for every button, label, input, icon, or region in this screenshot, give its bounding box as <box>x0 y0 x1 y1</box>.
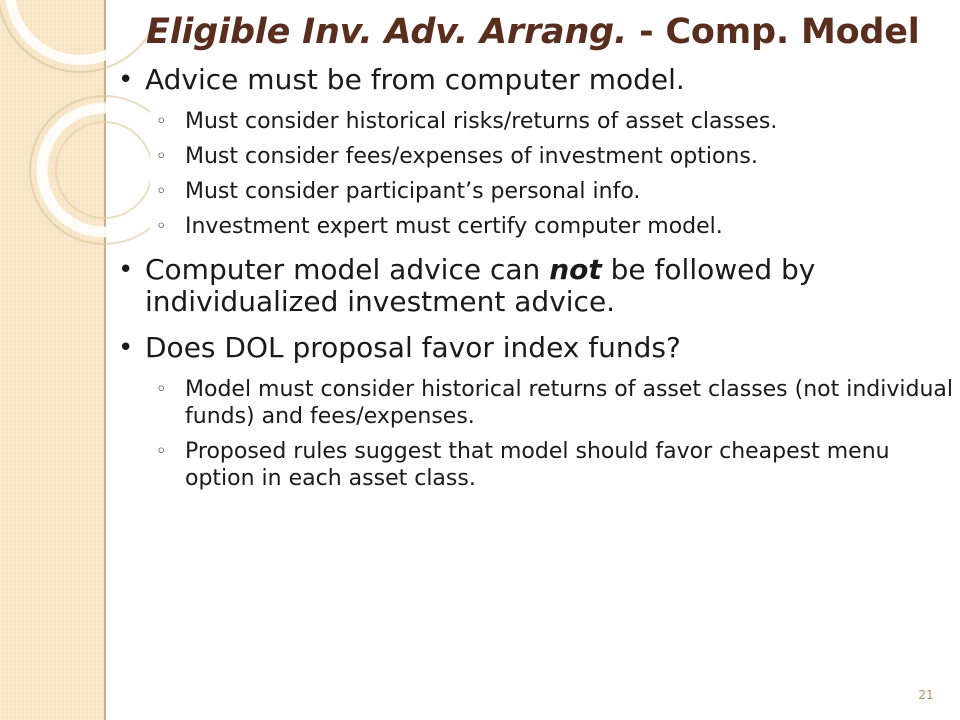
bullet-text-end: be followed by individualized investment advice. <box>145 253 816 318</box>
bullet-dot-icon: • <box>118 65 134 95</box>
sub-bullet-item <box>116 213 954 240</box>
sub-bullet-text: Must consider participant’s personal info. <box>185 179 641 204</box>
sub-bullet-item <box>116 178 954 205</box>
bullet-text: Advice must be from computer model. <box>145 63 685 96</box>
sub-bullet-item <box>116 438 954 492</box>
bullet-text-start: Computer model advice can <box>145 253 550 286</box>
sub-bullet-circle-icon: ◦ <box>156 181 167 202</box>
sub-bullet-circle-icon: ◦ <box>156 216 167 237</box>
slide-body <box>116 64 954 500</box>
sub-bullet-text: Proposed rules suggest that model should favor cheapest menu option in each asset class. <box>185 439 890 491</box>
bullet-emphasis: not <box>549 253 602 286</box>
sub-bullet-item <box>116 143 954 170</box>
sub-bullet-text: Model must consider historical returns of asset classes (not individual funds) and fees/expenses. <box>185 377 954 429</box>
bullet-item <box>116 64 954 96</box>
sub-bullet-list <box>116 108 954 240</box>
sub-bullet-list <box>116 376 954 492</box>
title-bold-part: Comp. Model <box>665 12 920 52</box>
sub-bullet-circle-icon: ◦ <box>156 146 167 167</box>
title-separator: - <box>627 12 666 52</box>
sub-bullet-circle-icon: ◦ <box>156 111 167 132</box>
bullet-item <box>116 254 954 318</box>
sub-bullet-circle-icon: ◦ <box>156 379 167 400</box>
bullet-text: Does DOL proposal favor index funds? <box>145 331 681 364</box>
sub-bullet-text: Investment expert must certify computer model. <box>185 214 723 239</box>
bullet-dot-icon: • <box>118 333 134 363</box>
title-italic-part: Eligible Inv. Adv. Arrang. <box>146 12 628 52</box>
page-number: 21 <box>918 688 934 702</box>
sub-bullet-text: Must consider historical risks/returns of asset classes. <box>185 109 778 134</box>
bullet-dot-icon: • <box>118 255 134 285</box>
sub-bullet-item <box>116 376 954 430</box>
sub-bullet-text: Must consider fees/expenses of investment options. <box>185 144 758 169</box>
sub-bullet-circle-icon: ◦ <box>156 441 167 462</box>
sub-bullet-item <box>116 108 954 135</box>
bullet-item <box>116 332 954 364</box>
slide-title <box>146 12 920 52</box>
